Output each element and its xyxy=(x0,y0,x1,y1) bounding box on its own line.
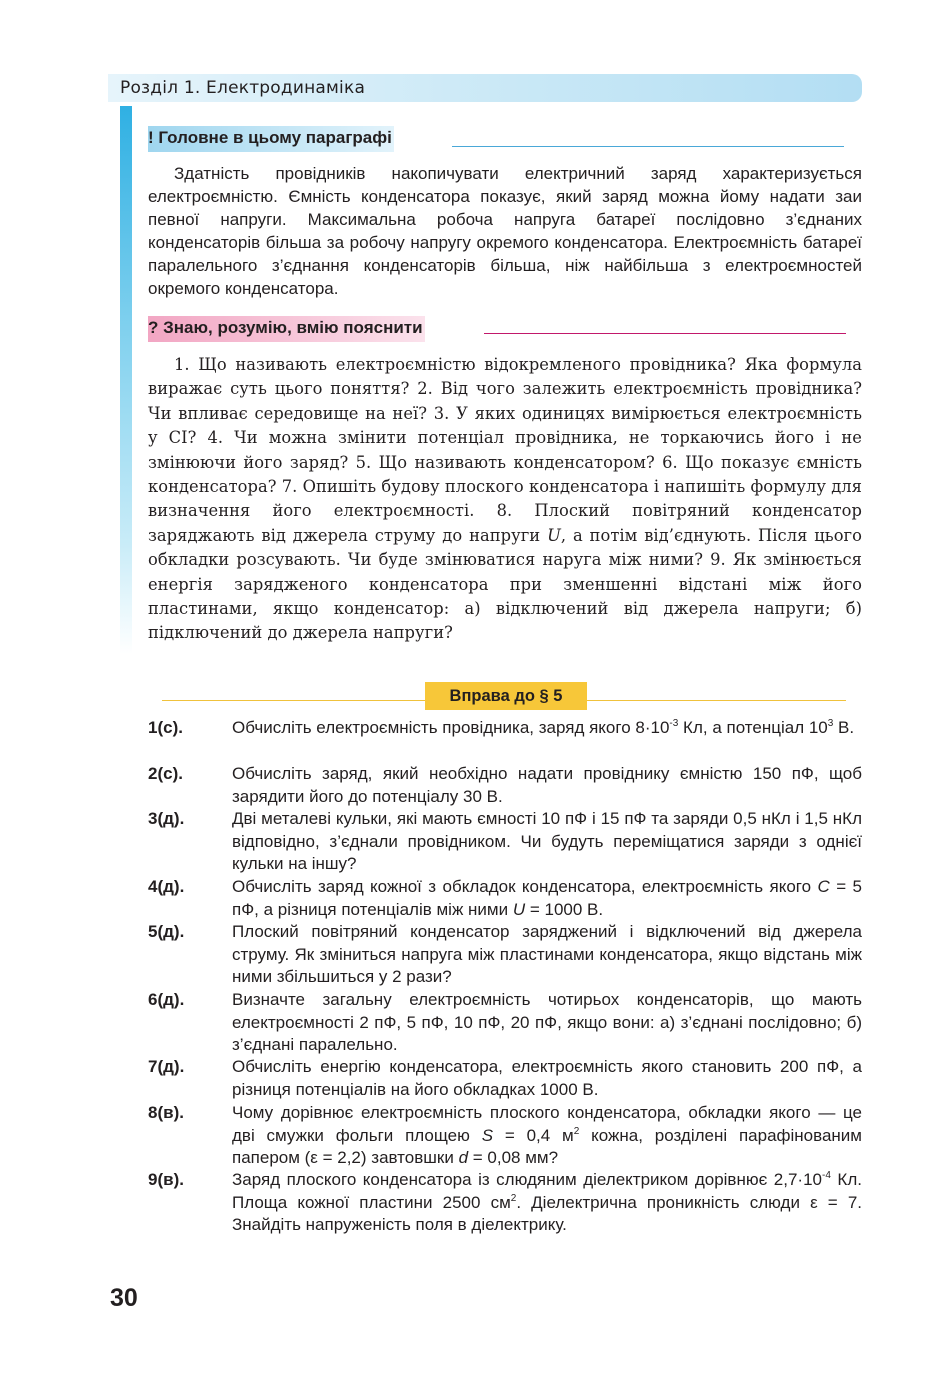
text-part: Обчисліть електроємність провідника, заряд якого 8·10 xyxy=(232,718,670,737)
main-section-text xyxy=(148,162,862,300)
problem-number: 6(д). xyxy=(148,990,185,1009)
chapter-header xyxy=(108,74,862,102)
voltage-symbol: U xyxy=(547,525,561,545)
text-part: Кл, а потенціал 10 xyxy=(678,718,828,737)
voltage-symbol: U xyxy=(512,899,526,919)
side-stripe xyxy=(120,106,132,654)
superscript: -3 xyxy=(669,718,679,729)
text-part: Заряд плоского конденсатора із слюдяним діелектриком дорівнює 2,7·10 xyxy=(232,1170,822,1189)
text-part: В. xyxy=(833,718,855,737)
superscript: -4 xyxy=(822,1170,831,1181)
area-symbol: S xyxy=(481,1125,494,1145)
text-part: = 5 пФ, а різниця потенціалів між ними xyxy=(232,877,862,919)
problem-number: 5(д). xyxy=(148,922,185,941)
page-number: 30 xyxy=(110,1284,138,1312)
problem-number: 4(д). xyxy=(148,877,185,896)
text-part: = 0,08 мм? xyxy=(468,1148,559,1167)
problem-number: 1(с). xyxy=(148,718,183,737)
main-section-heading: ! Головне в цьому параграфі xyxy=(148,126,394,152)
text-part: кожна, розділені парафінованим папером (ε = 2,2) завтовшки xyxy=(232,1125,862,1167)
problem-text: Обчисліть енергію конденсатора, електроємність якого становить 200 пФ, а різниця потенціалів на його обкладках 1000 В. xyxy=(232,1057,862,1099)
superscript: 3 xyxy=(827,718,834,729)
problem-number: 7(д). xyxy=(148,1057,185,1076)
main-section-body: Здатність провідників накопичувати електричний заряд характеризується електроємністю. Ємність конденсатора показує, який заряд можна йому надати заи певної напруги. Максимальна робоча напруга батареї послідовно з’єднаних конденсаторів більша за робочу напругу окремого конденсатора. Електроємність батареї паралельного з’єднання конденсаторів більша, ніж найбільша з електроємностей окремого конденсатора. xyxy=(148,164,862,298)
problem-number: 2(с). xyxy=(148,764,183,783)
questions-text xyxy=(148,353,862,646)
problem-text xyxy=(232,717,862,740)
problem-number: 8(в). xyxy=(148,1103,184,1122)
problem-text: Обчисліть заряд, який необхідно надати провіднику ємністю 150 пФ, щоб зарядити його до потенціалу 30 В. xyxy=(232,764,862,806)
problem-number: 9(в). xyxy=(148,1170,184,1189)
questions-section-rule xyxy=(484,333,846,334)
text-part: Обчисліть заряд кожної з обкладок конденсатора, електроємність якого xyxy=(232,877,818,896)
questions-part-1: 1. Що називають електроємністю відокремленого провідника? Яка формула виражає суть цього поняття? 2. Від чого залежить електроємність провідника? Чи впливає середовище на неї? 3. У яких одиницях вимірюється електроємність у СІ? 4. Чи можна змінити потенціал провідника, не торкаючись його і не змінюючи його заряд? 5. Що називають конденсатором? 6. Що показує ємність конденсатора? 7. Опишіть будову плоского конденсатора і напишіть формулу для визначення його електроємності. 8. Плоский повітряний конденсатор заряджають від джерела струму до напруги xyxy=(148,355,862,545)
problem-text: Дві металеві кульки, які мають ємності 10 пФ і 15 пФ та заряди 0,5 нКл і 1,5 нКл відповідно, з’єднали провідником. Чи будуть переміщатися заряди з однієї кульки на іншу? xyxy=(232,809,862,873)
exercise-title: Вправа до § 5 xyxy=(425,682,587,710)
problem-text xyxy=(232,876,862,921)
problem-text: Плоский повітряний конденсатор заряджений і відключений від джерела струму. Як зміниться напруга між пластинами конденсатора, якщо відстань між ними збільшиться у 2 рази? xyxy=(232,922,862,986)
superscript: 2 xyxy=(510,1192,517,1204)
capacitance-symbol: C xyxy=(817,877,830,896)
text-part: Кл. Площа кожної пластини 2500 см xyxy=(232,1170,862,1212)
text-part: Чому дорівнює електроємність плоского конденсатора, обкладки якого — це дві смужки фольги площею xyxy=(232,1103,862,1145)
problem-text xyxy=(232,1169,862,1237)
questions-section-heading: ? Знаю, розумію, вмію пояснити xyxy=(148,316,425,342)
thickness-symbol: d xyxy=(458,1148,469,1167)
questions-part-2: , а потім від’єднують. Після цього обкладки розсувають. Чи буде змінюватися наруга між ними? 9. Як змінюється енергія зарядженого конденсатора при зменшенні відстані між його пластинами, якщо конденсатор: а) відключений від джерела напруги; б) підключений до джерела напруги? xyxy=(148,525,862,643)
problem-text xyxy=(232,1102,862,1170)
chapter-title: Розділ 1. Електродинаміка xyxy=(120,78,366,98)
text-part: . Діелектрична проникність слюди ε = 7. Знайдіть напруженість поля в діелектрику. xyxy=(232,1192,862,1234)
problem-number: 3(д). xyxy=(148,809,185,828)
text-part: = 0,4 м xyxy=(493,1125,574,1145)
text-part: = 1000 В. xyxy=(525,899,604,919)
superscript: 2 xyxy=(573,1125,580,1137)
problem-text: Визначте загальну електроємність чотирьох конденсаторів, що мають електроємності 2 пФ, 5 пФ, 10 пФ, 20 пФ, якщо вони: а) з’єднані послідовно; б) з’єднані паралельно. xyxy=(232,990,862,1054)
main-section-rule xyxy=(452,146,844,147)
